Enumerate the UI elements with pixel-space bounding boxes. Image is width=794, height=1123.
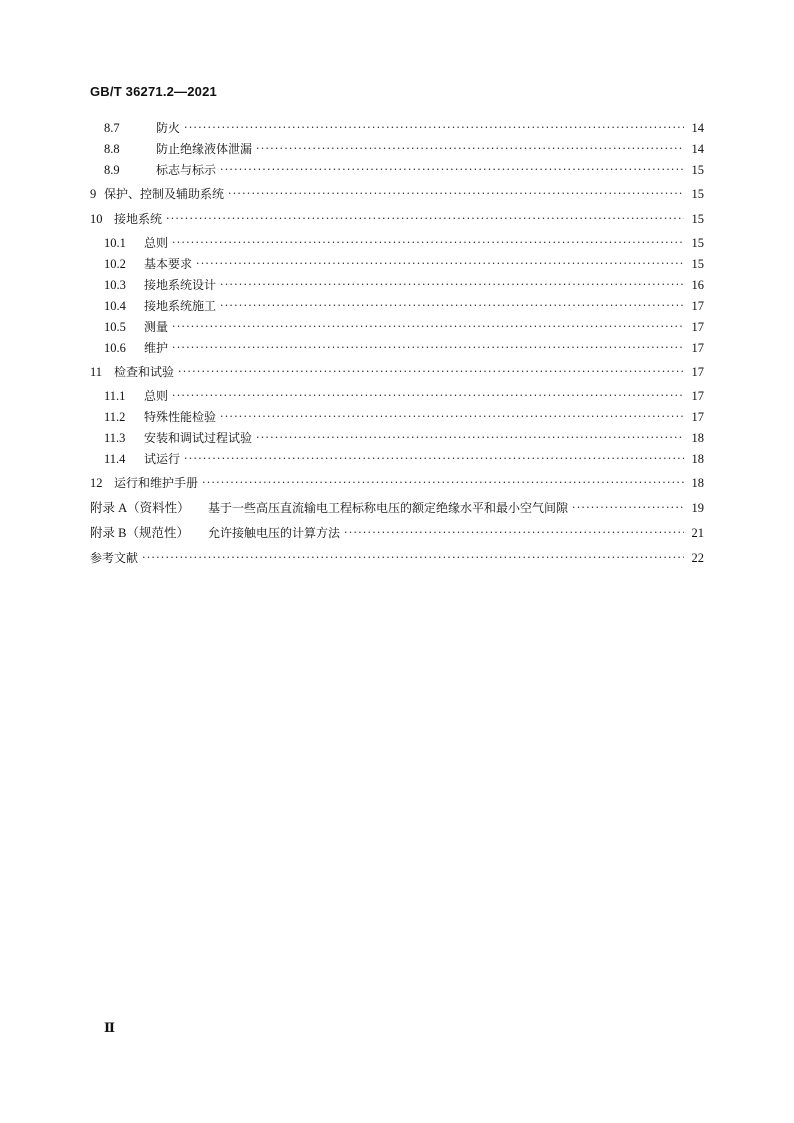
toc-entry-number: 9 — [90, 187, 97, 201]
toc-entry-title: 试运行 — [144, 452, 181, 466]
toc-entry-title: 标志与标示 — [156, 163, 217, 177]
toc-entry-page: 17 — [691, 299, 704, 313]
toc-dot-leader — [166, 209, 684, 229]
toc-entry-number: 11 — [90, 365, 103, 379]
toc-entry-title: 基本要求 — [144, 257, 193, 271]
toc-entry-title: 基于一些高压直流输电工程标称电压的额定绝缘水平和最小空气间隙 — [208, 501, 569, 515]
toc-entry-page: 15 — [691, 236, 704, 250]
toc-entry-10-4[interactable] — [90, 296, 704, 316]
toc-entry-9[interactable] — [90, 184, 704, 204]
toc-entry-page: 19 — [691, 501, 704, 515]
toc-entry-11-1[interactable] — [90, 386, 704, 406]
toc-entry-title: 接地系统 — [114, 212, 163, 226]
toc-entry-number: 12 — [90, 476, 103, 490]
toc-entry-number: 10.4 — [104, 299, 126, 313]
toc-entry-11-4[interactable] — [90, 449, 704, 469]
toc-entry-page: 17 — [691, 341, 704, 355]
toc-entry-title: 接地系统设计 — [144, 278, 217, 292]
toc-entry-number: 8.7 — [104, 121, 120, 135]
toc-dot-leader — [184, 449, 684, 469]
toc-entry-page: 17 — [691, 410, 704, 424]
toc-entry-page: 22 — [691, 551, 704, 565]
toc-dot-leader — [344, 523, 684, 543]
toc-entry-8-7[interactable] — [90, 118, 704, 138]
toc-entry-page: 17 — [691, 320, 704, 334]
toc-dot-leader — [220, 275, 684, 295]
toc-entry-page: 15 — [691, 187, 704, 201]
toc-entry-number: 11.4 — [104, 452, 126, 466]
toc-dot-leader — [256, 428, 684, 448]
toc-dot-leader — [172, 233, 684, 253]
toc-dot-leader — [220, 296, 684, 316]
toc-entry-title: 运行和维护手册 — [114, 476, 199, 490]
toc-entry-number: 11.3 — [104, 431, 126, 445]
toc-dot-leader — [142, 548, 684, 568]
toc-entry-appendix-a[interactable] — [90, 498, 704, 518]
toc-entry-10-6[interactable] — [90, 338, 704, 358]
toc-entry-title: 保护、控制及辅助系统 — [104, 187, 225, 201]
toc-entry-number: 10 — [90, 212, 103, 226]
toc-entry-10-3[interactable] — [90, 275, 704, 295]
toc-entry-11-2[interactable] — [90, 407, 704, 427]
toc-entry-appendix-b[interactable] — [90, 523, 704, 543]
toc-entry-title: 特殊性能检验 — [144, 410, 217, 424]
toc-entry-number: 附录 A（资料性） — [90, 501, 190, 515]
toc-entry-page: 17 — [691, 365, 704, 379]
toc-entry-page: 18 — [691, 476, 704, 490]
toc-entry-references[interactable] — [90, 548, 704, 568]
toc-entry-title: 总则 — [144, 389, 169, 403]
toc-entry-number: 11.2 — [104, 410, 126, 424]
toc-dot-leader — [172, 317, 684, 337]
toc-dot-leader — [228, 184, 684, 204]
page-number-footer: Ⅱ — [104, 1020, 115, 1035]
toc-entry-11[interactable] — [90, 362, 704, 382]
toc-entry-page: 14 — [691, 142, 704, 156]
toc-entry-title: 接地系统施工 — [144, 299, 217, 313]
toc-entry-title: 参考文献 — [90, 551, 139, 565]
toc-entry-page: 18 — [691, 431, 704, 445]
toc-entry-page: 15 — [691, 163, 704, 177]
toc-dot-leader — [202, 473, 684, 493]
toc-entry-title: 总则 — [144, 236, 169, 250]
toc-entry-10[interactable] — [90, 209, 704, 229]
toc-entry-page: 15 — [691, 212, 704, 226]
toc-entry-page: 17 — [691, 389, 704, 403]
toc-entry-title: 测量 — [144, 320, 169, 334]
toc-entry-title: 维护 — [144, 341, 169, 355]
toc-entry-8-9[interactable] — [90, 160, 704, 180]
standard-number-header: GB/T 36271.2—2021 — [90, 84, 217, 99]
toc-entry-page: 16 — [691, 278, 704, 292]
toc-entry-number: 10.1 — [104, 236, 126, 250]
toc-entry-number: 10.6 — [104, 341, 126, 355]
toc-entry-number: 8.8 — [104, 142, 120, 156]
toc-entry-number: 10.5 — [104, 320, 126, 334]
toc-entry-number: 11.1 — [104, 389, 126, 403]
toc-entry-number: 10.2 — [104, 257, 126, 271]
toc-dot-leader — [256, 139, 684, 159]
toc-entry-11-3[interactable] — [90, 428, 704, 448]
toc-dot-leader — [178, 362, 684, 382]
toc-entry-title: 防火 — [156, 121, 181, 135]
toc-entry-page: 15 — [691, 257, 704, 271]
toc-dot-leader — [184, 118, 684, 138]
toc-dot-leader — [220, 160, 684, 180]
toc-entry-number: 10.3 — [104, 278, 126, 292]
toc-dot-leader — [172, 338, 684, 358]
toc-entry-title: 安装和调试过程试验 — [144, 431, 253, 445]
toc-entry-page: 21 — [691, 526, 704, 540]
toc-entry-10-2[interactable] — [90, 254, 704, 274]
toc-entry-10-1[interactable] — [90, 233, 704, 253]
toc-entry-8-8[interactable] — [90, 139, 704, 159]
toc-entry-number: 附录 B（规范性） — [90, 526, 189, 540]
toc-entry-12[interactable] — [90, 473, 704, 493]
toc-dot-leader — [572, 498, 684, 518]
toc-entry-title: 允许接触电压的计算方法 — [208, 526, 341, 540]
toc-entry-10-5[interactable] — [90, 317, 704, 337]
toc-entry-number: 8.9 — [104, 163, 120, 177]
toc-dot-leader — [196, 254, 684, 274]
toc-entry-page: 18 — [691, 452, 704, 466]
toc-entry-title: 检查和试验 — [114, 365, 175, 379]
toc-entry-title: 防止绝缘液体泄漏 — [156, 142, 253, 156]
toc-dot-leader — [220, 407, 684, 427]
toc-entry-page: 14 — [691, 121, 704, 135]
toc-dot-leader — [172, 386, 684, 406]
